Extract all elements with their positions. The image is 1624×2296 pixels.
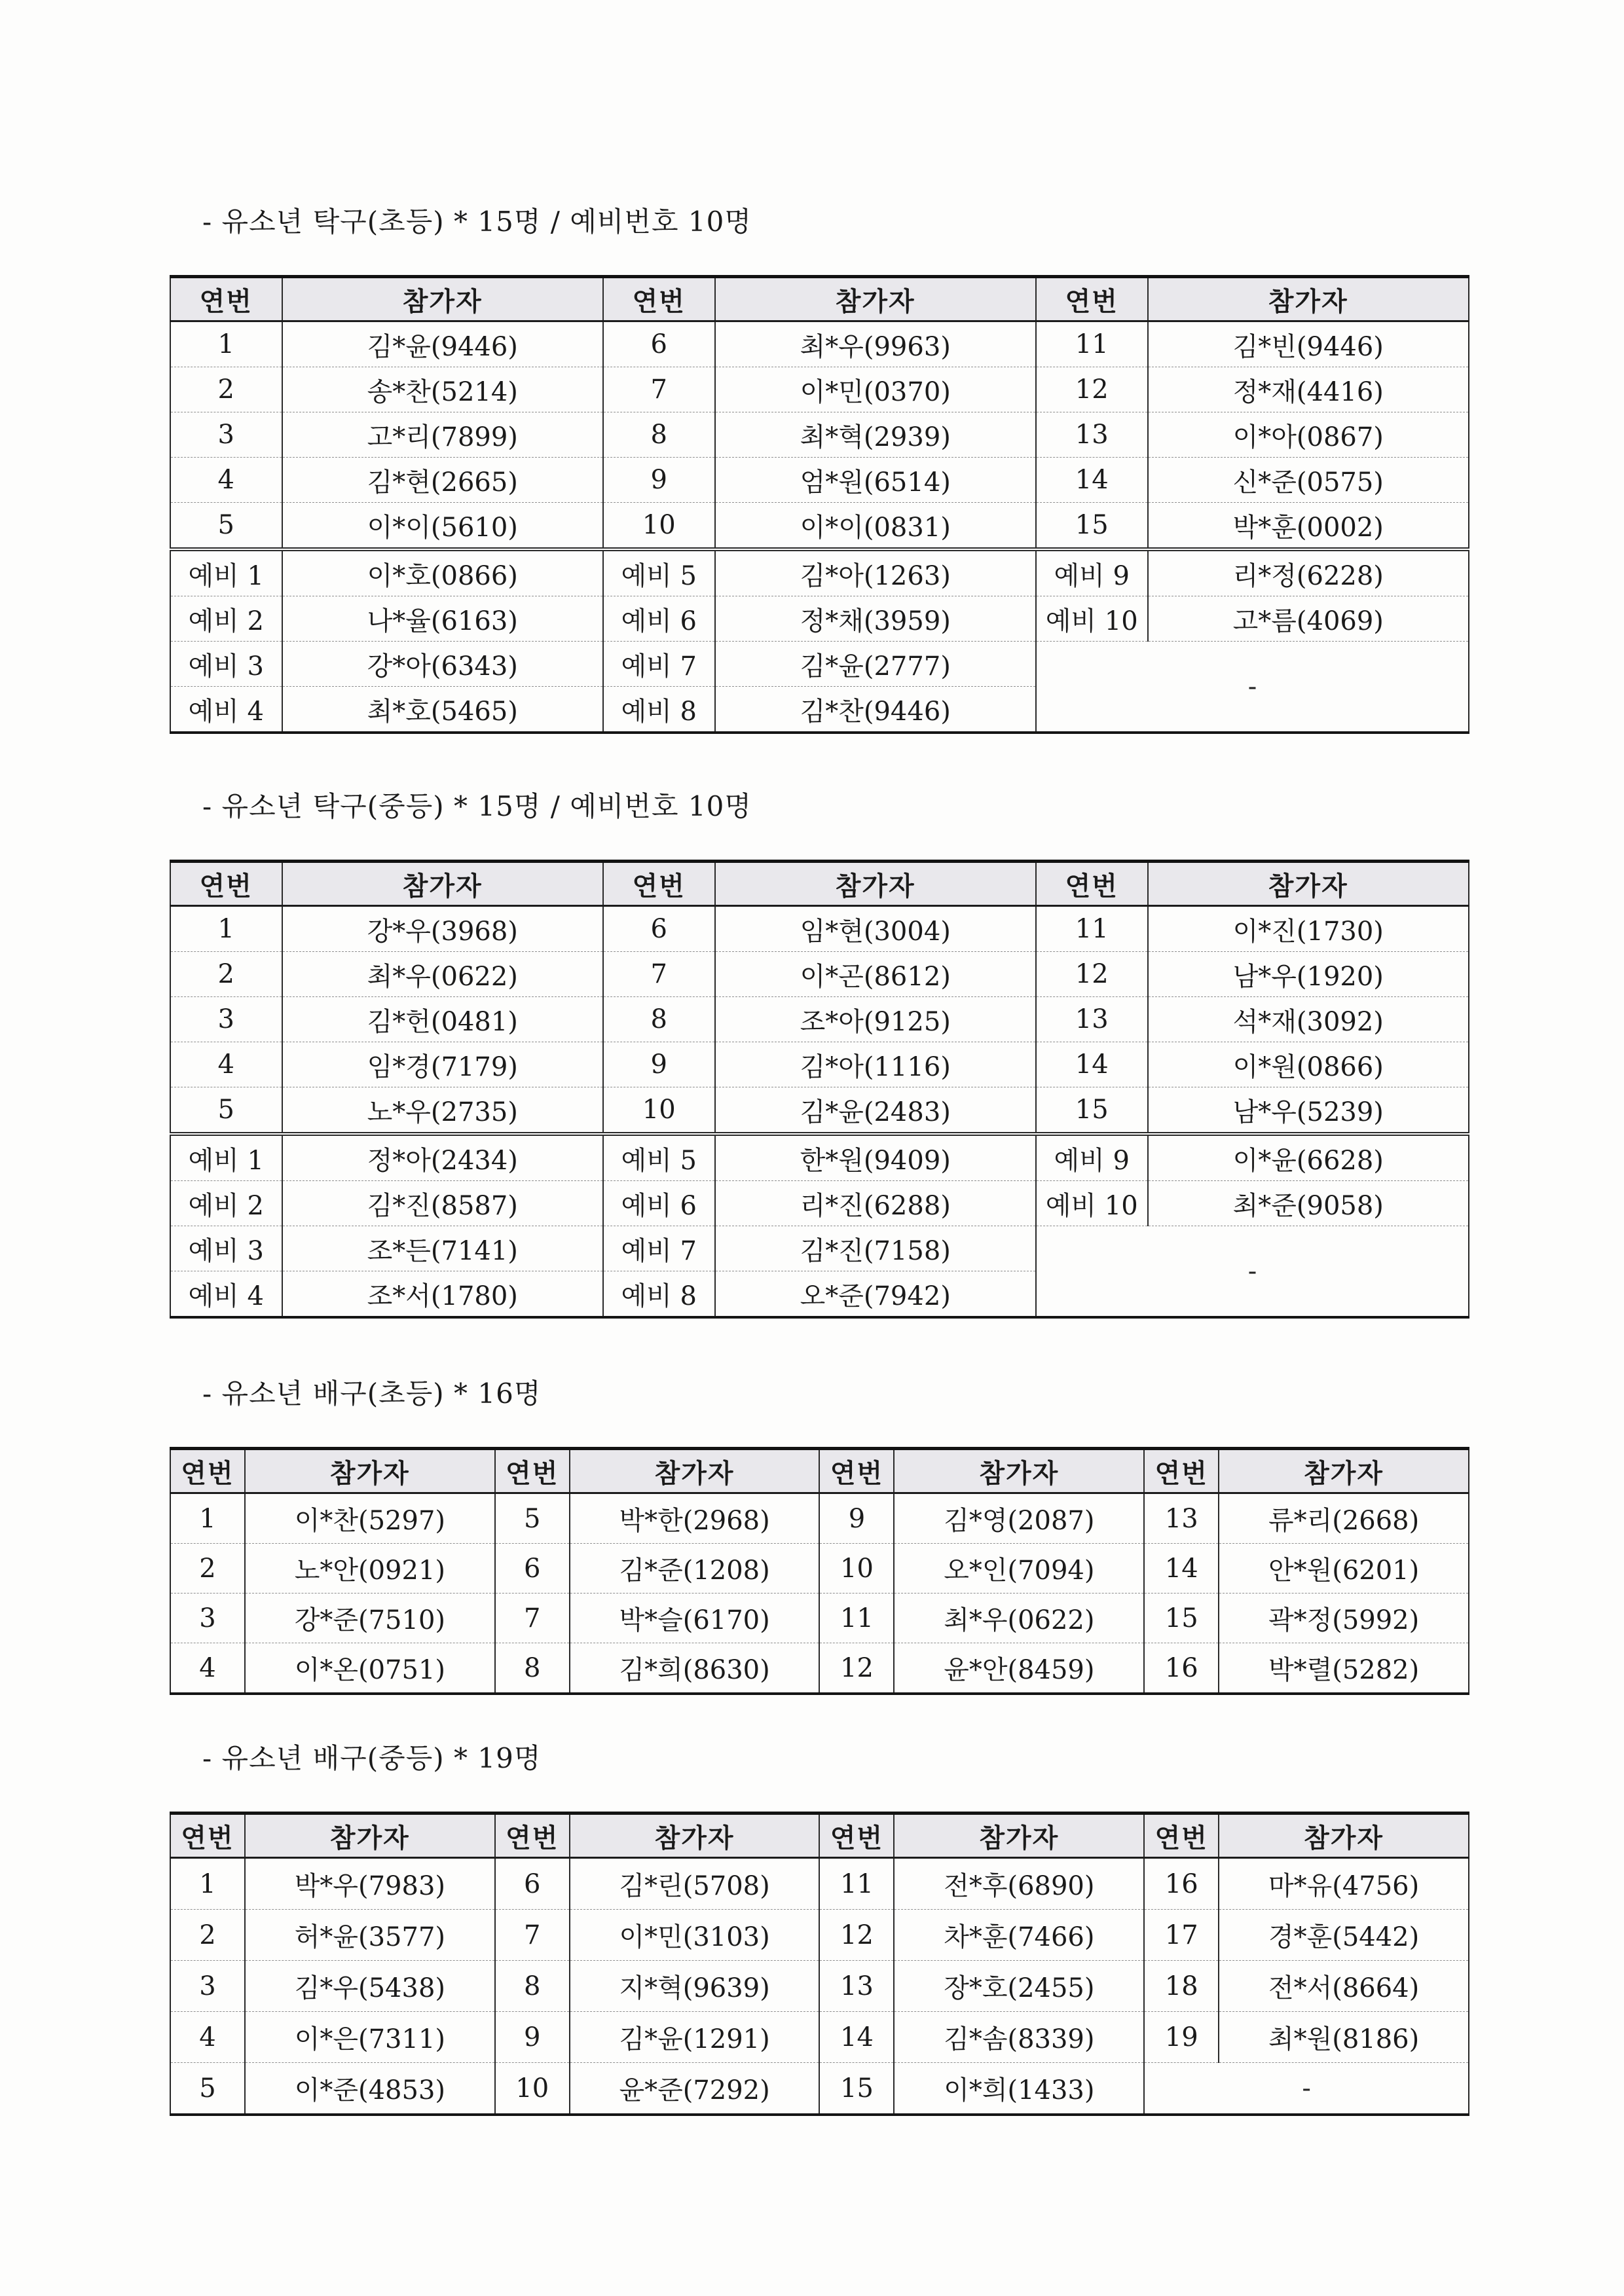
- participants-table: [170, 1812, 1469, 2116]
- cell-participant: 이*윤(6628): [1148, 1134, 1469, 1181]
- cell-participant: 고*름(4069): [1148, 596, 1469, 642]
- cell-participant: 김*린(5708): [570, 1858, 820, 1910]
- cell-participant: 이*희(1433): [894, 2063, 1144, 2115]
- cell-seq-no: 9: [495, 2012, 570, 2063]
- cell-participant: 강*준(7510): [245, 1594, 495, 1643]
- cell-seq-no: 6: [603, 321, 715, 367]
- table-row: [170, 321, 1469, 367]
- cell-participant: 전*서(8664): [1219, 1961, 1469, 2012]
- cell-participant: 이*민(0370): [715, 367, 1036, 412]
- table-row: [170, 1087, 1469, 1135]
- cell-participant: 최*우(0622): [282, 952, 603, 997]
- cell-seq-no: 예비 6: [603, 596, 715, 642]
- cell-participant: 이*호(0866): [282, 549, 603, 596]
- cell-participant: 최*우(9963): [715, 321, 1036, 367]
- cell-participant: 엄*원(6514): [715, 458, 1036, 503]
- cell-participant: 김*아(1263): [715, 549, 1036, 596]
- table-row: [170, 596, 1469, 642]
- cell-seq-no: 예비 5: [603, 1134, 715, 1181]
- cell-seq-no: 예비 2: [170, 596, 282, 642]
- cell-seq-no: 예비 9: [1036, 549, 1148, 596]
- cell-seq-no: 16: [1144, 1643, 1219, 1694]
- cell-participant: 김*영(2087): [894, 1493, 1144, 1544]
- cell-seq-no: 예비 3: [170, 642, 282, 687]
- cell-seq-no: 예비 7: [603, 642, 715, 687]
- cell-participant: 류*리(2668): [1219, 1493, 1469, 1544]
- cell-seq-no: 예비 10: [1036, 596, 1148, 642]
- cell-participant: 정*아(2434): [282, 1134, 603, 1181]
- cell-participant: 허*윤(3577): [245, 1910, 495, 1961]
- cell-seq-no: 16: [1144, 1858, 1219, 1910]
- column-header-name: 참가자: [245, 1449, 495, 1493]
- cell-participant: 조*든(7141): [282, 1226, 603, 1271]
- column-header-num: 연번: [1144, 1449, 1219, 1493]
- cell-participant: 나*율(6163): [282, 596, 603, 642]
- cell-participant: 이*이(0831): [715, 503, 1036, 550]
- cell-seq-no: 14: [1036, 1042, 1148, 1087]
- cell-seq-no: 예비 8: [603, 687, 715, 733]
- cell-seq-no: 예비 4: [170, 687, 282, 733]
- cell-participant: 김*진(7158): [715, 1226, 1036, 1271]
- cell-seq-no: 14: [1036, 458, 1148, 503]
- table-row: [170, 1643, 1469, 1694]
- cell-seq-no: 8: [603, 412, 715, 458]
- cell-seq-no: 7: [495, 1594, 570, 1643]
- cell-participant: 한*원(9409): [715, 1134, 1036, 1181]
- cell-participant: 이*준(4853): [245, 2063, 495, 2115]
- cell-seq-no: 8: [603, 997, 715, 1042]
- cell-participant: 오*인(7094): [894, 1544, 1144, 1594]
- cell-seq-no: 12: [1036, 952, 1148, 997]
- column-header-num: 연번: [603, 277, 715, 321]
- table-row: [170, 2012, 1469, 2063]
- cell-seq-no: 1: [170, 1493, 245, 1544]
- cell-participant: 김*헌(0481): [282, 997, 603, 1042]
- table-row: [170, 458, 1469, 503]
- column-header-name: 참가자: [1148, 862, 1469, 906]
- cell-participant: 곽*정(5992): [1219, 1594, 1469, 1643]
- cell-participant: 김*아(1116): [715, 1042, 1036, 1087]
- table-row: [170, 1858, 1469, 1910]
- cell-seq-no: 6: [495, 1544, 570, 1594]
- cell-seq-no: 6: [603, 906, 715, 952]
- cell-participant: 최*원(8186): [1219, 2012, 1469, 2063]
- cell-seq-no: 10: [819, 1544, 894, 1594]
- column-header-name: 참가자: [245, 1813, 495, 1858]
- table-row: [170, 952, 1469, 997]
- cell-participant: 이*민(3103): [570, 1910, 820, 1961]
- cell-participant: 조*아(9125): [715, 997, 1036, 1042]
- cell-participant: 최*우(0622): [894, 1594, 1144, 1643]
- cell-seq-no: 10: [495, 2063, 570, 2115]
- cell-seq-no: 14: [819, 2012, 894, 2063]
- cell-seq-no: 17: [1144, 1910, 1219, 1961]
- participants-table: [170, 860, 1469, 1319]
- cell-participant: 이*원(0866): [1148, 1042, 1469, 1087]
- reserve-first-row: [170, 1134, 1469, 1181]
- column-header-num: 연번: [1036, 862, 1148, 906]
- cell-participant: 강*아(6343): [282, 642, 603, 687]
- cell-participant: 이*진(1730): [1148, 906, 1469, 952]
- cell-seq-no: 15: [1036, 503, 1148, 550]
- table-row: [170, 906, 1469, 952]
- cell-participant: 임*현(3004): [715, 906, 1036, 952]
- cell-participant: 윤*안(8459): [894, 1643, 1144, 1694]
- cell-participant: 최*호(5465): [282, 687, 603, 733]
- cell-participant: 이*온(0751): [245, 1643, 495, 1694]
- column-header-num: 연번: [819, 1813, 894, 1858]
- cell-seq-no: 14: [1144, 1544, 1219, 1594]
- section-title: - 유소년 배구(중등) * 19명: [202, 1742, 542, 1774]
- cell-seq-no: 5: [170, 2063, 245, 2115]
- column-header-name: 참가자: [715, 277, 1036, 321]
- cell-participant: 전*후(6890): [894, 1858, 1144, 1910]
- cell-participant: 김*빈(9446): [1148, 321, 1469, 367]
- table-row: [170, 1544, 1469, 1594]
- cell-seq-no: 2: [170, 1544, 245, 1594]
- cell-participant: 리*정(6228): [1148, 549, 1469, 596]
- cell-participant: 박*렬(5282): [1219, 1643, 1469, 1694]
- cell-participant: 노*안(0921): [245, 1544, 495, 1594]
- cell-seq-no: 4: [170, 458, 282, 503]
- merged-empty-cell: -: [1036, 1226, 1469, 1318]
- cell-participant: 김*희(8630): [570, 1643, 820, 1694]
- cell-seq-no: 예비 9: [1036, 1134, 1148, 1181]
- table-row: [170, 997, 1469, 1042]
- section-table-tennis-elementary: [170, 200, 1469, 734]
- table-row: [170, 642, 1469, 687]
- cell-seq-no: 5: [170, 1087, 282, 1135]
- cell-seq-no: 12: [819, 1910, 894, 1961]
- cell-seq-no: 12: [819, 1643, 894, 1694]
- table-row: [170, 1594, 1469, 1643]
- cell-seq-no: 3: [170, 1961, 245, 2012]
- table-row: [170, 1961, 1469, 2012]
- cell-seq-no: 2: [170, 367, 282, 412]
- section-volleyball-middle: [170, 1737, 1469, 2116]
- table-row: [170, 1493, 1469, 1544]
- cell-seq-no: 9: [819, 1493, 894, 1544]
- participants-table-host: [170, 275, 1469, 734]
- table-row: [170, 503, 1469, 550]
- participants-table-host: [170, 860, 1469, 1319]
- cell-seq-no: 15: [1144, 1594, 1219, 1643]
- table-row: [170, 1910, 1469, 1961]
- cell-seq-no: 10: [603, 503, 715, 550]
- cell-seq-no: 9: [603, 1042, 715, 1087]
- cell-seq-no: 예비 8: [603, 1271, 715, 1318]
- cell-participant: 조*서(1780): [282, 1271, 603, 1318]
- cell-participant: 마*유(4756): [1219, 1858, 1469, 1910]
- cell-participant: 김*찬(9446): [715, 687, 1036, 733]
- cell-seq-no: 13: [1144, 1493, 1219, 1544]
- cell-participant: 지*혁(9639): [570, 1961, 820, 2012]
- cell-participant: 리*진(6288): [715, 1181, 1036, 1226]
- cell-seq-no: 15: [1036, 1087, 1148, 1135]
- cell-seq-no: 1: [170, 321, 282, 367]
- table-row: [170, 2063, 1469, 2115]
- cell-participant: 김*윤(2777): [715, 642, 1036, 687]
- cell-seq-no: 13: [819, 1961, 894, 2012]
- cell-participant: 김*윤(1291): [570, 2012, 820, 2063]
- cell-participant: 정*재(4416): [1148, 367, 1469, 412]
- cell-participant: 남*우(5239): [1148, 1087, 1469, 1135]
- cell-participant: 박*우(7983): [245, 1858, 495, 1910]
- cell-seq-no: 예비 2: [170, 1181, 282, 1226]
- cell-participant: 김*진(8587): [282, 1181, 603, 1226]
- column-header-name: 참가자: [894, 1449, 1144, 1493]
- cell-seq-no: 3: [170, 997, 282, 1042]
- cell-seq-no: 7: [603, 367, 715, 412]
- cell-seq-no: 1: [170, 1858, 245, 1910]
- table-row: [170, 412, 1469, 458]
- cell-participant: 이*아(0867): [1148, 412, 1469, 458]
- cell-seq-no: 2: [170, 952, 282, 997]
- cell-seq-no: 3: [170, 412, 282, 458]
- cell-participant: 고*리(7899): [282, 412, 603, 458]
- cell-seq-no: 15: [819, 2063, 894, 2115]
- cell-seq-no: 7: [495, 1910, 570, 1961]
- cell-participant: 차*훈(7466): [894, 1910, 1144, 1961]
- cell-participant: 김*현(2665): [282, 458, 603, 503]
- cell-seq-no: 예비 1: [170, 549, 282, 596]
- cell-seq-no: 18: [1144, 1961, 1219, 2012]
- column-header-name: 참가자: [1148, 277, 1469, 321]
- section-title: - 유소년 배구(초등) * 16명: [202, 1377, 542, 1410]
- merged-empty-cell: -: [1144, 2063, 1469, 2115]
- column-header-num: 연번: [170, 1813, 245, 1858]
- column-header-name: 참가자: [1219, 1449, 1469, 1493]
- cell-seq-no: 8: [495, 1643, 570, 1694]
- cell-participant: 강*우(3968): [282, 906, 603, 952]
- table-row: [170, 1042, 1469, 1087]
- cell-participant: 윤*준(7292): [570, 2063, 820, 2115]
- column-header-name: 참가자: [282, 277, 603, 321]
- cell-seq-no: 11: [819, 1594, 894, 1643]
- cell-participant: 김*우(5438): [245, 1961, 495, 2012]
- section-table-tennis-middle: [170, 785, 1469, 1319]
- cell-participant: 장*호(2455): [894, 1961, 1144, 2012]
- cell-seq-no: 11: [1036, 321, 1148, 367]
- section-volleyball-elementary: [170, 1372, 1469, 1695]
- cell-seq-no: 예비 7: [603, 1226, 715, 1271]
- cell-seq-no: 13: [1036, 412, 1148, 458]
- merged-empty-cell: -: [1036, 642, 1469, 733]
- cell-participant: 김*솜(8339): [894, 2012, 1144, 2063]
- table-row: [170, 1226, 1469, 1271]
- cell-participant: 김*윤(9446): [282, 321, 603, 367]
- cell-participant: 박*슬(6170): [570, 1594, 820, 1643]
- header-row: [170, 862, 1469, 906]
- cell-seq-no: 2: [170, 1910, 245, 1961]
- cell-seq-no: 1: [170, 906, 282, 952]
- cell-seq-no: 예비 10: [1036, 1181, 1148, 1226]
- cell-participant: 석*재(3092): [1148, 997, 1469, 1042]
- section-title: - 유소년 탁구(중등) * 15명 / 예비번호 10명: [202, 790, 752, 822]
- header-row: [170, 1813, 1469, 1858]
- cell-seq-no: 4: [170, 1042, 282, 1087]
- cell-seq-no: 7: [603, 952, 715, 997]
- cell-seq-no: 12: [1036, 367, 1148, 412]
- column-header-num: 연번: [603, 862, 715, 906]
- participants-table-host: [170, 1812, 1469, 2116]
- cell-participant: 임*경(7179): [282, 1042, 603, 1087]
- column-header-num: 연번: [495, 1449, 570, 1493]
- cell-seq-no: 8: [495, 1961, 570, 2012]
- cell-participant: 박*한(2968): [570, 1493, 820, 1544]
- cell-seq-no: 11: [819, 1858, 894, 1910]
- reserve-first-row: [170, 549, 1469, 596]
- column-header-name: 참가자: [570, 1449, 820, 1493]
- cell-seq-no: 예비 6: [603, 1181, 715, 1226]
- column-header-name: 참가자: [282, 862, 603, 906]
- column-header-num: 연번: [1144, 1813, 1219, 1858]
- cell-participant: 송*찬(5214): [282, 367, 603, 412]
- cell-participant: 이*은(7311): [245, 2012, 495, 2063]
- cell-seq-no: 10: [603, 1087, 715, 1135]
- cell-seq-no: 예비 5: [603, 549, 715, 596]
- column-header-num: 연번: [495, 1813, 570, 1858]
- cell-participant: 김*윤(2483): [715, 1087, 1036, 1135]
- cell-seq-no: 예비 4: [170, 1271, 282, 1318]
- cell-participant: 최*혁(2939): [715, 412, 1036, 458]
- column-header-num: 연번: [170, 1449, 245, 1493]
- column-header-name: 참가자: [894, 1813, 1144, 1858]
- cell-participant: 이*이(5610): [282, 503, 603, 550]
- cell-participant: 박*훈(0002): [1148, 503, 1469, 550]
- cell-seq-no: 4: [170, 1643, 245, 1694]
- column-header-num: 연번: [170, 862, 282, 906]
- cell-participant: 정*채(3959): [715, 596, 1036, 642]
- column-header-num: 연번: [1036, 277, 1148, 321]
- column-header-name: 참가자: [715, 862, 1036, 906]
- column-header-name: 참가자: [570, 1813, 820, 1858]
- cell-seq-no: 19: [1144, 2012, 1219, 2063]
- table-row: [170, 367, 1469, 412]
- header-row: [170, 1449, 1469, 1493]
- cell-seq-no: 예비 3: [170, 1226, 282, 1271]
- cell-seq-no: 예비 1: [170, 1134, 282, 1181]
- column-header-name: 참가자: [1219, 1813, 1469, 1858]
- table-row: [170, 1181, 1469, 1226]
- column-header-num: 연번: [170, 277, 282, 321]
- cell-participant: 이*찬(5297): [245, 1493, 495, 1544]
- cell-participant: 안*원(6201): [1219, 1544, 1469, 1594]
- participants-table-host: [170, 1447, 1469, 1695]
- cell-participant: 노*우(2735): [282, 1087, 603, 1135]
- cell-participant: 김*준(1208): [570, 1544, 820, 1594]
- section-title: - 유소년 탁구(초등) * 15명 / 예비번호 10명: [202, 206, 752, 238]
- cell-seq-no: 4: [170, 2012, 245, 2063]
- cell-participant: 이*곤(8612): [715, 952, 1036, 997]
- participants-table: [170, 275, 1469, 734]
- cell-participant: 최*준(9058): [1148, 1181, 1469, 1226]
- header-row: [170, 277, 1469, 321]
- column-header-num: 연번: [819, 1449, 894, 1493]
- cell-participant: 신*준(0575): [1148, 458, 1469, 503]
- cell-seq-no: 11: [1036, 906, 1148, 952]
- cell-participant: 오*준(7942): [715, 1271, 1036, 1318]
- cell-seq-no: 6: [495, 1858, 570, 1910]
- cell-participant: 경*훈(5442): [1219, 1910, 1469, 1961]
- cell-seq-no: 5: [495, 1493, 570, 1544]
- cell-seq-no: 13: [1036, 997, 1148, 1042]
- participants-table: [170, 1447, 1469, 1695]
- cell-seq-no: 5: [170, 503, 282, 550]
- cell-participant: 남*우(1920): [1148, 952, 1469, 997]
- cell-seq-no: 3: [170, 1594, 245, 1643]
- cell-seq-no: 9: [603, 458, 715, 503]
